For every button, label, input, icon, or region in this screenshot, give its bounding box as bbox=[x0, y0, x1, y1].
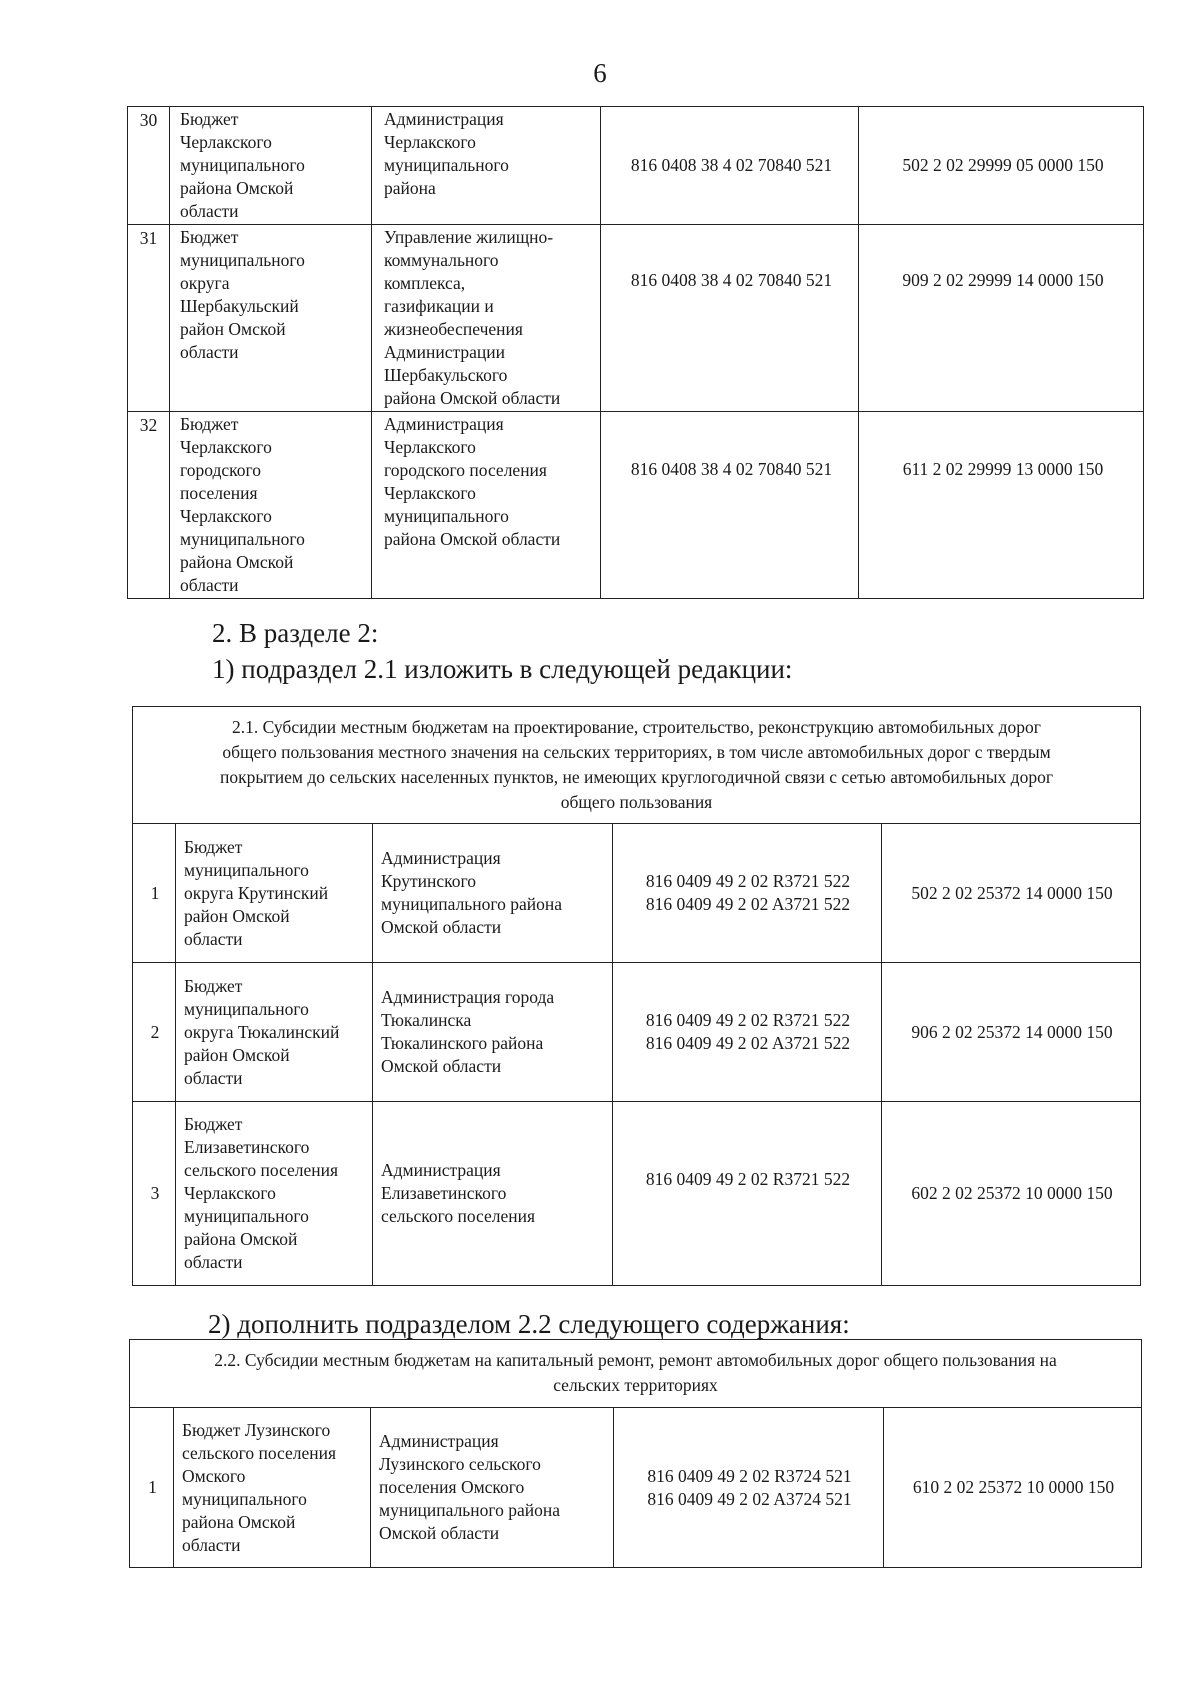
revenue-code-cell: 909 2 02 29999 14 0000 150 bbox=[859, 225, 1144, 412]
revenue-code-cell: 906 2 02 25372 14 0000 150 bbox=[882, 963, 1141, 1102]
kbk-cell: 816 0409 49 2 02 R3721 522 816 0409 49 2 02 A3721 522 bbox=[613, 824, 882, 963]
budget-cell: Бюджет Елизаветинского сельского поселения Черлакского муниципального района Омской области bbox=[176, 1102, 373, 1286]
administrator-cell: Администрация Елизаветинского сельского поселения bbox=[373, 1102, 613, 1286]
budget-cell: Бюджет муниципального округа Крутинский район Омской области bbox=[176, 824, 373, 963]
table-row bbox=[133, 963, 1141, 1102]
revenue-code-cell: 611 2 02 29999 13 0000 150 bbox=[859, 412, 1144, 599]
administrator-cell: Администрация города Тюкалинска Тюкалинского района Омской области bbox=[373, 963, 613, 1102]
revenue-code-cell: 502 2 02 25372 14 0000 150 bbox=[882, 824, 1141, 963]
revenue-code-cell: 602 2 02 25372 10 0000 150 bbox=[882, 1102, 1141, 1286]
row-number: 32 bbox=[128, 412, 170, 599]
subsection-1-heading: 1) подраздел 2.1 изложить в следующей редакции: bbox=[212, 654, 793, 684]
kbk-cell: 816 0409 49 2 02 R3721 522 816 0409 49 2 02 A3721 522 bbox=[613, 963, 882, 1102]
budget-cell: Бюджет Черлакского городского поселения Черлакского муниципального района Омской области bbox=[170, 412, 372, 599]
table-row bbox=[133, 824, 1141, 963]
table-title-row bbox=[130, 1340, 1142, 1408]
kbk-cell: 816 0408 38 4 02 70840 521 bbox=[601, 107, 859, 225]
page-number: 6 bbox=[593, 58, 607, 88]
revenue-code-cell: 502 2 02 29999 05 0000 150 bbox=[859, 107, 1144, 225]
revenue-code-cell: 610 2 02 25372 10 0000 150 bbox=[884, 1408, 1142, 1568]
administrator-cell: Администрация Лузинского сельского поселения Омского муниципального района Омской области bbox=[371, 1408, 614, 1568]
budget-cell: Бюджет Лузинского сельского поселения Омского муниципального района Омской области bbox=[174, 1408, 371, 1568]
table-row bbox=[128, 412, 1144, 599]
kbk-cell: 816 0409 49 2 02 R3724 521 816 0409 49 2 02 A3724 521 bbox=[614, 1408, 884, 1568]
row-number: 31 bbox=[128, 225, 170, 412]
row-number: 2 bbox=[133, 963, 176, 1102]
budget-table-continued bbox=[127, 106, 1144, 599]
administrator-cell: Управление жилищно- коммунального комплекса, газификации и жизнеобеспечения Администрации Шербакульского района Омской области bbox=[372, 225, 601, 412]
kbk-cell: 816 0408 38 4 02 70840 521 bbox=[601, 225, 859, 412]
administrator-cell: Администрация Черлакского городского поселения Черлакского муниципального района Омской области bbox=[372, 412, 601, 599]
administrator-cell: Администрация Черлакского муниципального района bbox=[372, 107, 601, 225]
row-number: 1 bbox=[133, 824, 176, 963]
budget-cell: Бюджет Черлакского муниципального района Омской области bbox=[170, 107, 372, 225]
row-number: 3 bbox=[133, 1102, 176, 1286]
administrator-cell: Администрация Крутинского муниципального района Омской области bbox=[373, 824, 613, 963]
table-title-row bbox=[133, 707, 1141, 824]
kbk-cell: 816 0408 38 4 02 70840 521 bbox=[601, 412, 859, 599]
subsection-2-1-table bbox=[132, 706, 1141, 1286]
subsection-2-2-title: 2.2. Субсидии местным бюджетам на капитальный ремонт, ремонт автомобильных дорог общего пользования на сельских территориях bbox=[130, 1340, 1142, 1408]
table-row bbox=[128, 225, 1144, 412]
row-number: 1 bbox=[130, 1408, 174, 1568]
budget-cell: Бюджет муниципального округа Шербакульский район Омской области bbox=[170, 225, 372, 412]
table-row bbox=[128, 107, 1144, 225]
section-heading: 2. В разделе 2: bbox=[212, 618, 379, 648]
kbk-cell: 816 0409 49 2 02 R3721 522 bbox=[613, 1102, 882, 1286]
table-row bbox=[130, 1408, 1142, 1568]
budget-cell: Бюджет муниципального округа Тюкалинский район Омской области bbox=[176, 963, 373, 1102]
row-number: 30 bbox=[128, 107, 170, 225]
subsection-2-2-table bbox=[129, 1339, 1142, 1568]
table-row bbox=[133, 1102, 1141, 1286]
subsection-2-1-title: 2.1. Субсидии местным бюджетам на проектирование, строительство, реконструкцию автомобильных дорог общего пользования местного значения на сельских территориях, в том числе автомобильных дорог с твердым покрытием до сельских населенных пунктов, не имеющих круглогодичной связи с сетью автомобильных дорог общего пользования bbox=[133, 707, 1141, 824]
subsection-2-heading: 2) дополнить подразделом 2.2 следующего содержания: bbox=[208, 1309, 850, 1339]
